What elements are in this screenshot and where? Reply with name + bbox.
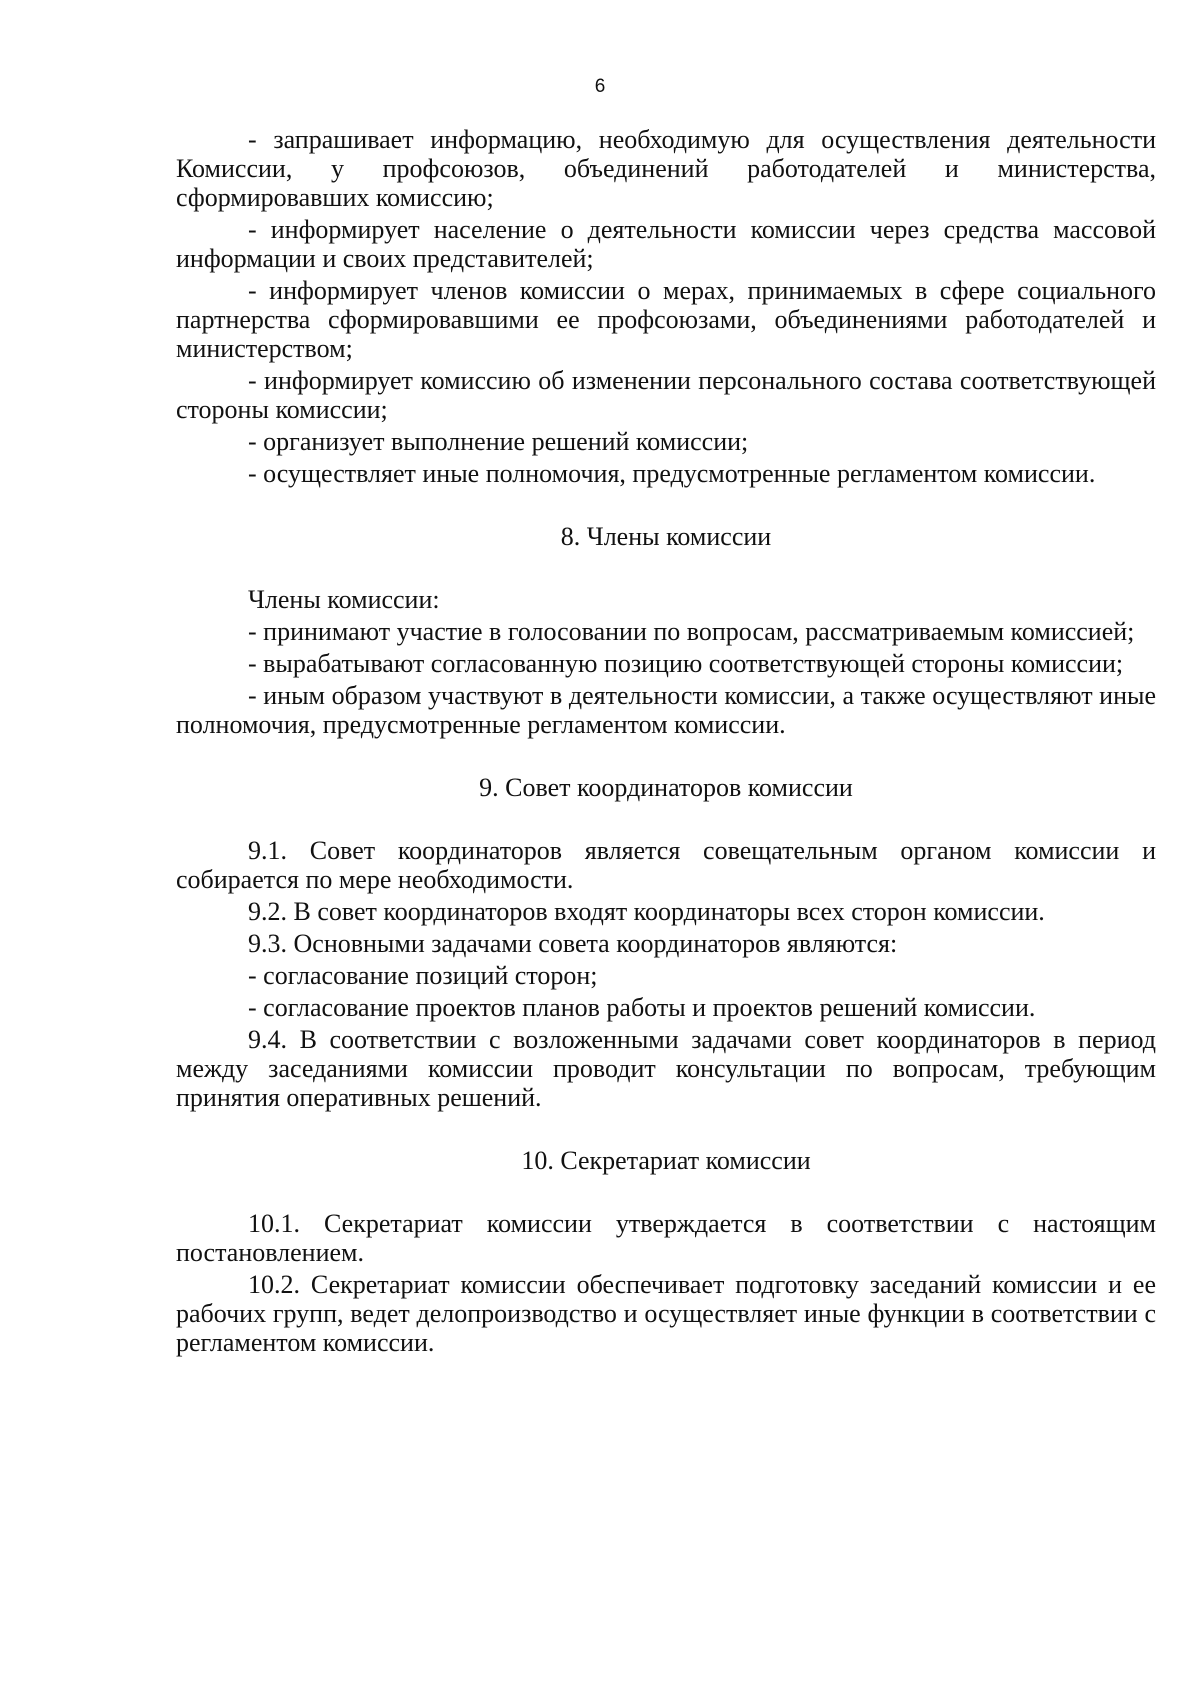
paragraph: 10.2. Секретариат комиссии обеспечивает подготовку заседаний комиссии и ее рабочих групп, ведет делопроизводство и осуществляет иные функции в соответствии с регламентом комиссии. bbox=[176, 1270, 1156, 1357]
paragraph: 9.3. Основными задачами совета координаторов являются: bbox=[248, 929, 898, 958]
list-item: - вырабатывают согласованную позицию соответствующей стороны комиссии; bbox=[248, 649, 1124, 678]
list-item: - иным образом участвуют в деятельности комиссии, а также осуществляют иные полномочия, предусмотренные регламентом комиссии. bbox=[176, 681, 1156, 739]
paragraph: 9.4. В соответствии с возложенными задачами совет координаторов в период между заседаниями комиссии проводит консультации по вопросам, требующим принятия оперативных решений. bbox=[176, 1025, 1156, 1112]
section-8-title: 8. Члены комиссии bbox=[560, 522, 772, 551]
section-9-title: 9. Совет координаторов комиссии bbox=[479, 773, 853, 802]
page-content bbox=[176, 122, 1156, 1357]
paragraph: 9.2. В совет координаторов входят координаторы всех сторон комиссии. bbox=[248, 897, 1045, 926]
paragraph: 10.1. Секретариат комиссии утверждается в соответствии с настоящим постановлением. bbox=[176, 1209, 1156, 1267]
list-item: - запрашивает информацию, необходимую для осуществления деятельности Комиссии, у профсоюзов, объединений работодателей и министерства, сформировавших комиссию; bbox=[176, 125, 1156, 212]
page-number: 6 bbox=[594, 76, 606, 97]
list-item: - осуществляет иные полномочия, предусмотренные регламентом комиссии. bbox=[248, 459, 1096, 488]
paragraph: 9.1. Совет координаторов является совещательным органом комиссии и собирается по мере необходимости. bbox=[176, 836, 1156, 894]
list-item: - информирует членов комиссии о мерах, принимаемых в сфере социального партнерства сформировавшими ее профсоюзами, объединениями работодателей и министерством; bbox=[176, 276, 1156, 363]
list-item: - согласование позиций сторон; bbox=[248, 961, 598, 990]
section-10-title: 10. Секретариат комиссии bbox=[521, 1146, 811, 1175]
list-item: - согласование проектов планов работы и проектов решений комиссии. bbox=[248, 993, 1036, 1022]
list-item: - информирует население о деятельности комиссии через средства массовой информации и своих представителей; bbox=[176, 215, 1156, 273]
list-item: - принимают участие в голосовании по вопросам, рассматриваемым комиссией; bbox=[248, 617, 1135, 646]
intro-list bbox=[176, 125, 1156, 488]
section-8-lead: Члены комиссии: bbox=[248, 585, 440, 614]
list-item: - информирует комиссию об изменении персонального состава соответствующей стороны комиссии; bbox=[176, 366, 1156, 424]
list-item: - организует выполнение решений комиссии; bbox=[248, 427, 749, 456]
